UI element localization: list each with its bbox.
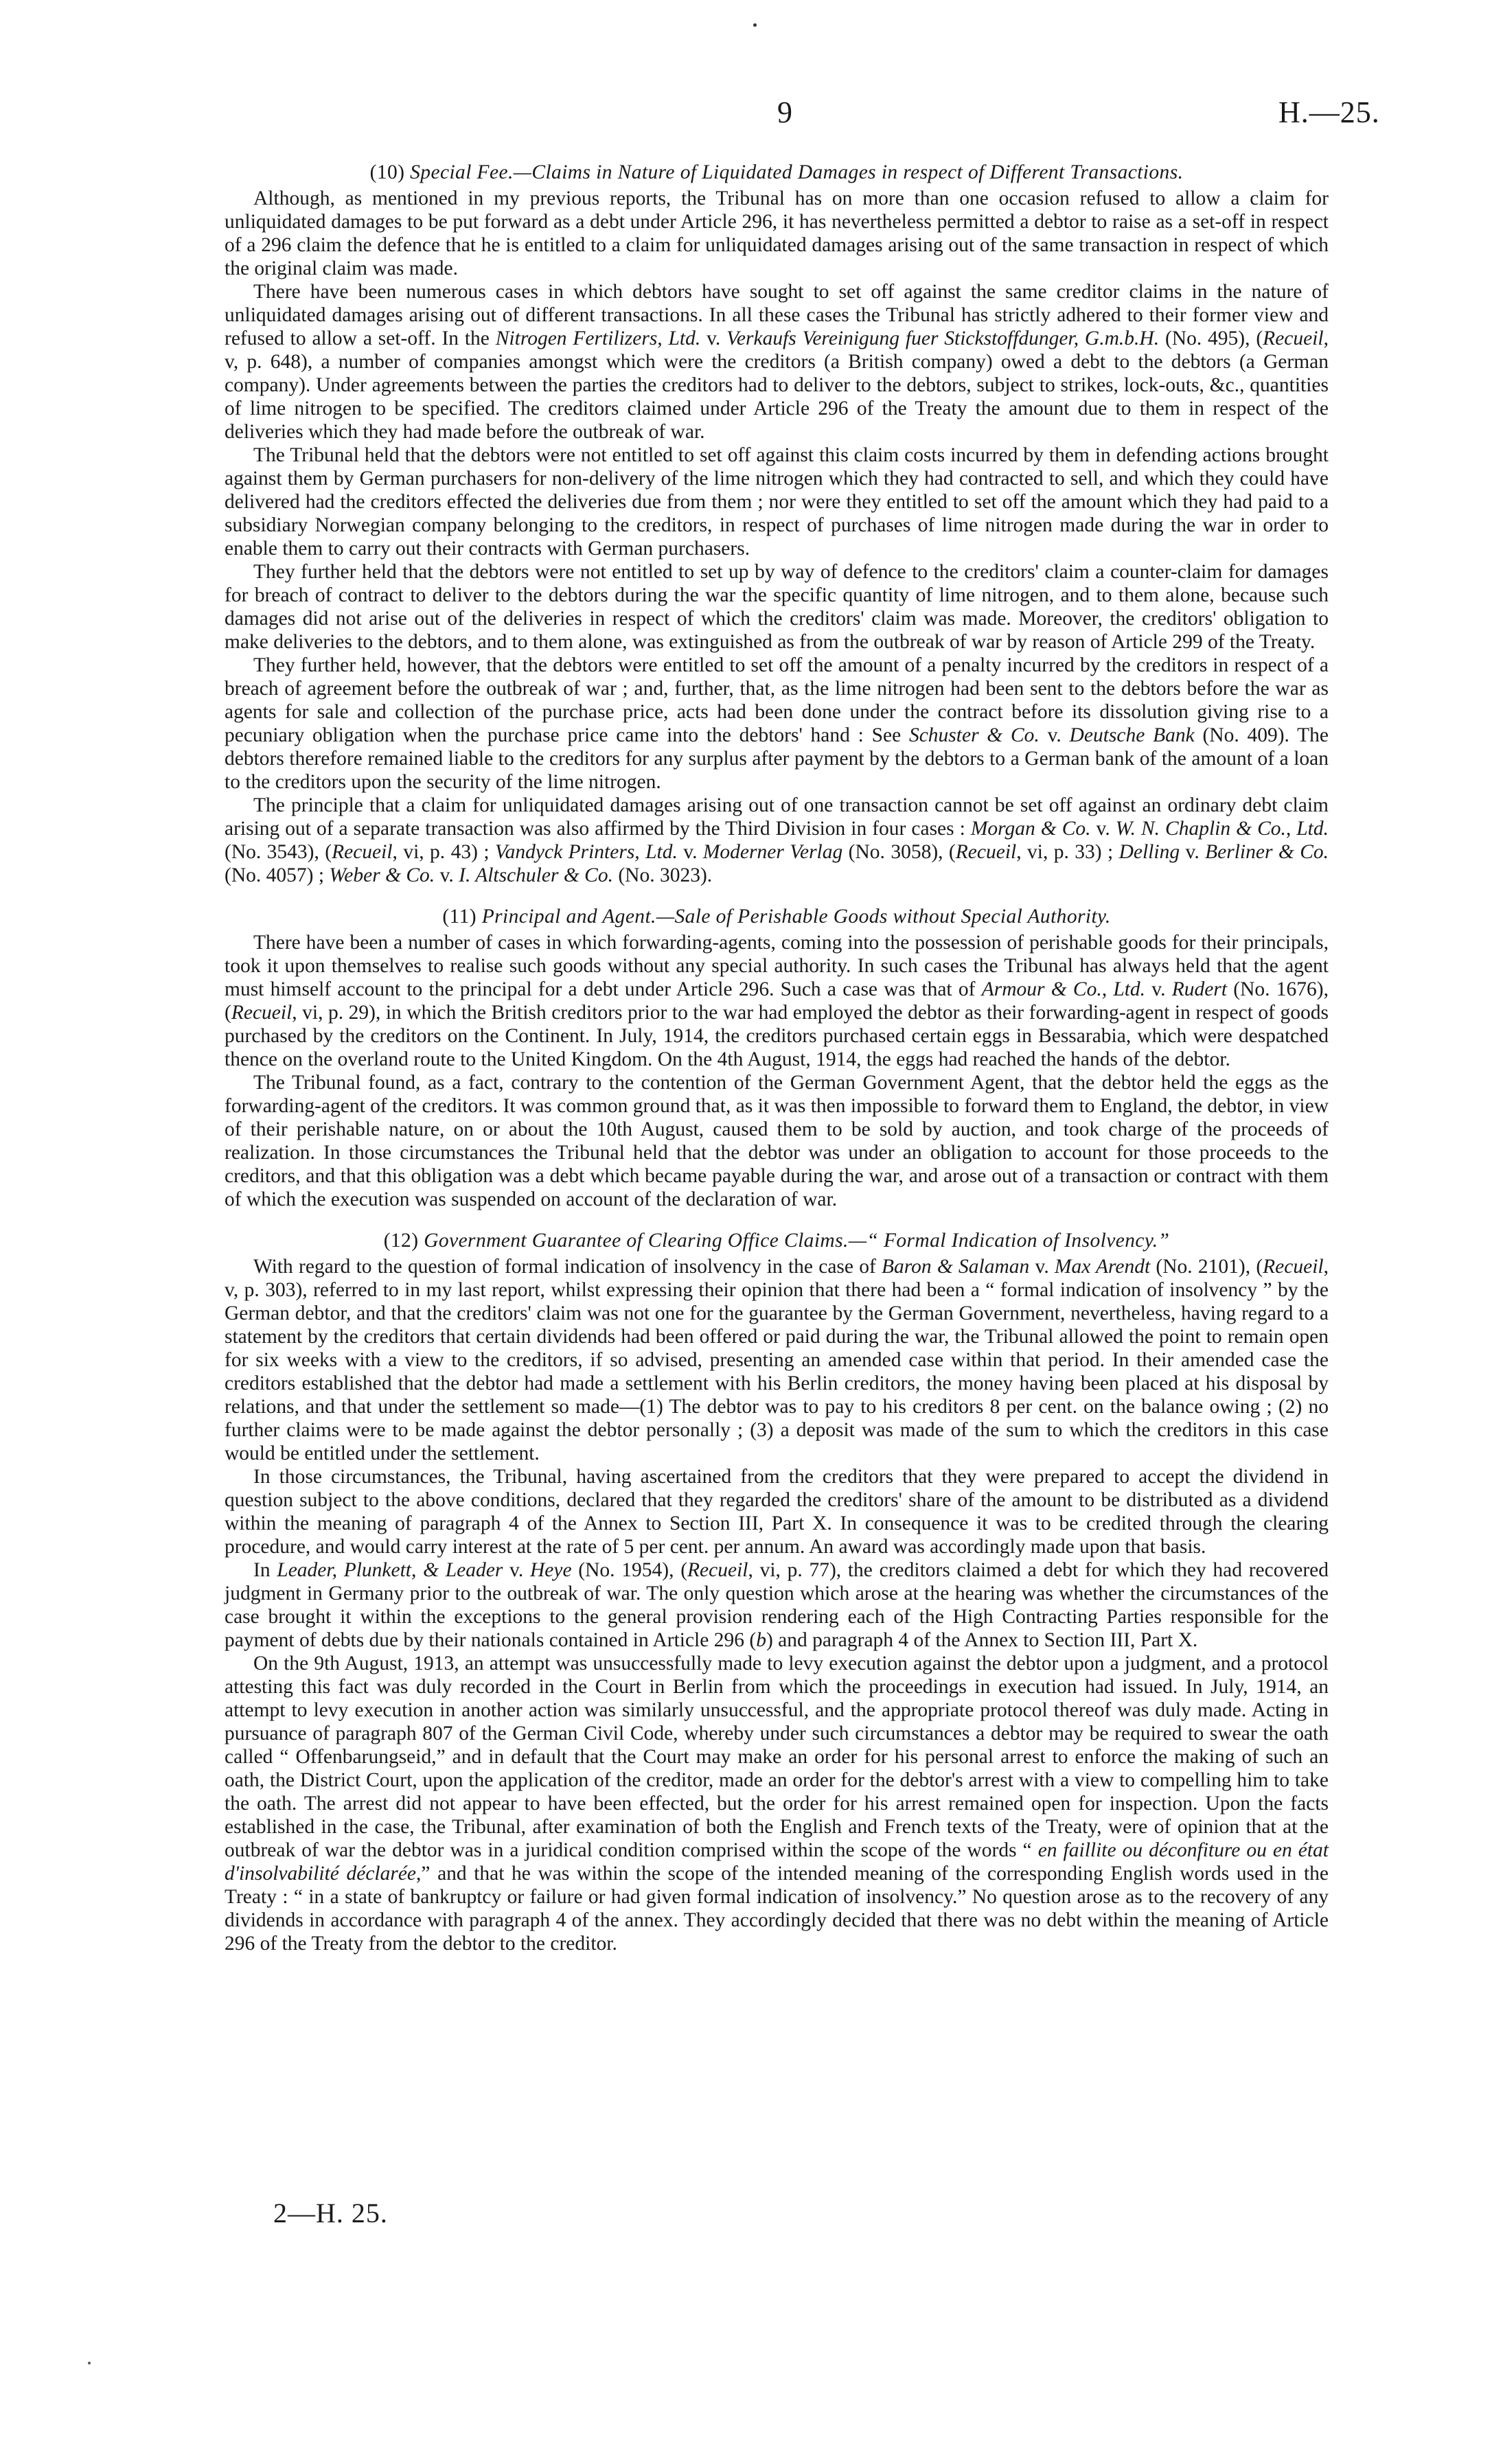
section-heading: (11) Principal and Agent.—Sale of Perishable Goods without Special Authority. [442, 906, 1111, 928]
page-number: 9 [777, 95, 792, 129]
document-reference: H.—25. [1278, 95, 1380, 129]
paragraph: In those circumstances, the Tribunal, having ascertained from the creditors that they were prepared to accept the dividend in question subject to the above conditions, declared that they regarded the creditors' share of the amount to be distributed as a dividend within the meaning of paragraph 4 of the Annex to Section III, Part X. In consequence it was to be credited through the clearing procedure, and would carry interest at the rate of 5 per cent. per annum. An award was accordingly made upon that basis. [225, 1466, 1329, 1558]
paragraph: There have been numerous cases in which debtors have sought to set off against the same creditor claims in the nature of unliquidated damages arising out of different transactions. In all these cases the Tribunal has strictly adhered to their former view and refused to allow a set-off. In the Nitrogen Fertilizers, Ltd. v. Verkaufs Vereinigung fuer Stickstoffdunger, G.m.b.H. (No. 495), (Recueil, v, p. 648), a number of companies amongst which were the creditors (a British company) owed a debt to the debtors (a German company). Under agreements between the parties the creditors had to deliver to the debtors, subject to strikes, lock-outs, &c., quantities of lime nitrogen to be specified. The creditors claimed under Article 296 of the Treaty the amount due to them in respect of the deliveries which they had made before the outbreak of war. [225, 281, 1329, 443]
paragraph: The Tribunal found, as a fact, contrary to the contention of the German Government Agent, that the debtor held the eggs as the forwarding-agent of the creditors. It was common ground that, as it was then impossible to forward them to England, the debtor, in view of their perishable nature, on or about the 10th August, caused them to be sold by auction, and took charge of the proceeds of realization. In those circumstances the Tribunal held that the debtor was under an obligation to account for those proceeds to the creditors, and that this obligation was a debt which became payable during the war, and arose out of a transaction or contract with them of which the execution was suspended on account of the declaration of war. [225, 1072, 1329, 1210]
top-speck [753, 23, 757, 27]
paragraph: They further held, however, that the debtors were entitled to set off the amount of a penalty incurred by the creditors in respect of a breach of agreement before the outbreak of war ; and, further, that, as the lime nitrogen had been sent to the debtors before the war as agents for sale and collection of the purchase price, acts had been done under the contract before its dissolution giving rise to a pecuniary obligation when the purchase price came into the debtors' hand : See Schuster & Co. v. Deutsche Bank (No. 409). The debtors therefore remained liable to the creditors for any surplus after payment by the debtors to a German bank of the amount of a loan to the creditors upon the security of the lime nitrogen. [225, 654, 1329, 793]
paragraph: They further held that the debtors were not entitled to set up by way of defence to the creditors' claim a counter-claim for damages for breach of contract to deliver to the debtors during the war the specific quantity of lime nitrogen, and to them alone, because such damages did not arise out of the deliveries in respect of which the creditors' claim was made. Moreover, the creditors' obligation to make deliveries to the debtors, and to them alone, was extinguished as from the outbreak of war by reason of Article 299 of the Treaty. [225, 561, 1329, 653]
paragraph: The principle that a claim for unliquidated damages arising out of one transaction cannot be set off against an ordinary debt claim arising out of a separate transaction was also affirmed by the Third Division in four cases : Morgan & Co. v. W. N. Chaplin & Co., Ltd. (No. 3543), (Recueil, vi, p. 43) ; Vandyck Printers, Ltd. v. Moderner Verlag (No. 3058), (Recueil, vi, p. 33) ; Delling v. Berliner & Co. (No. 4057) ; Weber & Co. v. I. Altschuler & Co. (No. 3023). [225, 794, 1329, 886]
paragraph: There have been a number of cases in which forwarding-agents, coming into the possession of perishable goods for their principals, took it upon themselves to realise such goods without any special authority. In such cases the Tribunal has always held that the agent must himself account to the principal for a debt under Article 296. Such a case was that of Armour & Co., Ltd. v. Rudert (No. 1676), (Recueil, vi, p. 29), in which the British creditors prior to the war had employed the debtor as their forwarding-agent in respect of goods purchased by the creditors on the Continent. In July, 1914, the creditors purchased certain eggs in Bessarabia, which were despatched thence on the overland route to the United Kingdom. On the 4th August, 1914, the eggs had reached the hands of the debtor. [225, 932, 1329, 1070]
section-heading: (12) Government Guarantee of Clearing Office Claims.—“ Formal Indication of Insolvency.” [383, 1230, 1170, 1252]
paragraph: Although, as mentioned in my previous reports, the Tribunal has on more than one occasion refused to allow a claim for unliquidated damages to be put forward as a debt under Article 296, it has nevertheless permitted a debtor to raise as a set-off in respect of a 296 claim the defence that he is entitled to a claim for unliquidated damages arising out of the same transaction in respect of which the original claim was made. [225, 187, 1329, 279]
section-heading: (10) Special Fee.—Claims in Nature of Liquidated Damages in respect of Different Transactions. [369, 161, 1184, 183]
paragraph: The Tribunal held that the debtors were not entitled to set off against this claim costs incurred by them in defending actions brought against them by German purchasers for non-delivery of the lime nitrogen which they had contracted to sell, and which they could have delivered had the creditors effected the deliveries due from them ; nor were they entitled to set off the amount which they had paid to a subsidiary Norwegian company belonging to the creditors, in respect of purchases of lime nitrogen made during the war in order to enable them to carry out their contracts with German purchasers. [225, 444, 1329, 560]
footer-signature: 2—H. 25. [273, 2198, 388, 2229]
body-text [225, 161, 1329, 1955]
paragraph: On the 9th August, 1913, an attempt was unsuccessfully made to levy execution against the debtor upon a judgment, and a protocol attesting this fact was duly recorded in the Court in Berlin from which the proceedings in execution had issued. In July, 1914, an attempt to levy execution in another action was similarly unsuccessful, and the appropriate protocol thereof was duly made. Acting in pursuance of paragraph 807 of the German Civil Code, whereby under such circumstances a debtor may be required to swear the oath called “ Offenbarungseid,” and in default that the Court may make an order for his personal arrest to enforce the making of such an oath, the District Court, upon the application of the creditor, made an order for the debtor's arrest with a view to compelling him to take the oath. The arrest did not appear to have been effected, but the order for his arrest remained open for inspection. Upon the facts established in the case, the Tribunal, after examination of both the English and French texts of the Treaty, were of opinion that at the outbreak of war the debtor was in a juridical condition comprised within the scope of the words “ en faillite ou déconfiture ou en état d'insolvabilité déclarée,” and that he was within the scope of the intended meaning of the corresponding English words used in the Treaty : “ in a state of bankruptcy or failure or had given formal indication of insolvency.” No question arose as to the recovery of any dividends in accordance with paragraph 4 of the annex. They accordingly decided that there was no debt within the meaning of Article 296 of the Treaty from the debtor to the creditor. [225, 1653, 1329, 1955]
margin-speck [88, 2362, 91, 2364]
paragraph: With regard to the question of formal indication of insolvency in the case of Baron & Salaman v. Max Arendt (No. 2101), (Recueil, v, p. 303), referred to in my last report, whilst expressing their opinion that there had been a “ formal indication of insolvency ” by the German debtor, and that the creditors' claim was not one for the guarantee by the German Government, nevertheless, having regard to a statement by the creditors that certain dividends had been offered or paid during the war, the Tribunal allowed the point to remain open for six weeks with a view to the creditors, if so advised, presenting an amended case within that period. In their amended case the creditors established that the debtor had made a settlement with his Berlin creditors, the money having been placed at his disposal by relations, and that under the settlement so made—(1) The debtor was to pay to his creditors 8 per cent. on the balance owing ; (2) no further claims were to be made against the debtor personally ; (3) a deposit was made of the sum to which the creditors in this case would be entitled under the settlement. [225, 1256, 1329, 1464]
paragraph: In Leader, Plunkett, & Leader v. Heye (No. 1954), (Recueil, vi, p. 77), the creditors claimed a debt for which they had recovered judgment in Germany prior to the outbreak of war. The only question which arose at the hearing was whether the circumstances of the case brought it within the exceptions to the general provision rendering each of the High Contracting Parties responsible for the payment of debts due by their nationals contained in Article 296 (b) and paragraph 4 of the Annex to Section III, Part X. [225, 1559, 1329, 1651]
